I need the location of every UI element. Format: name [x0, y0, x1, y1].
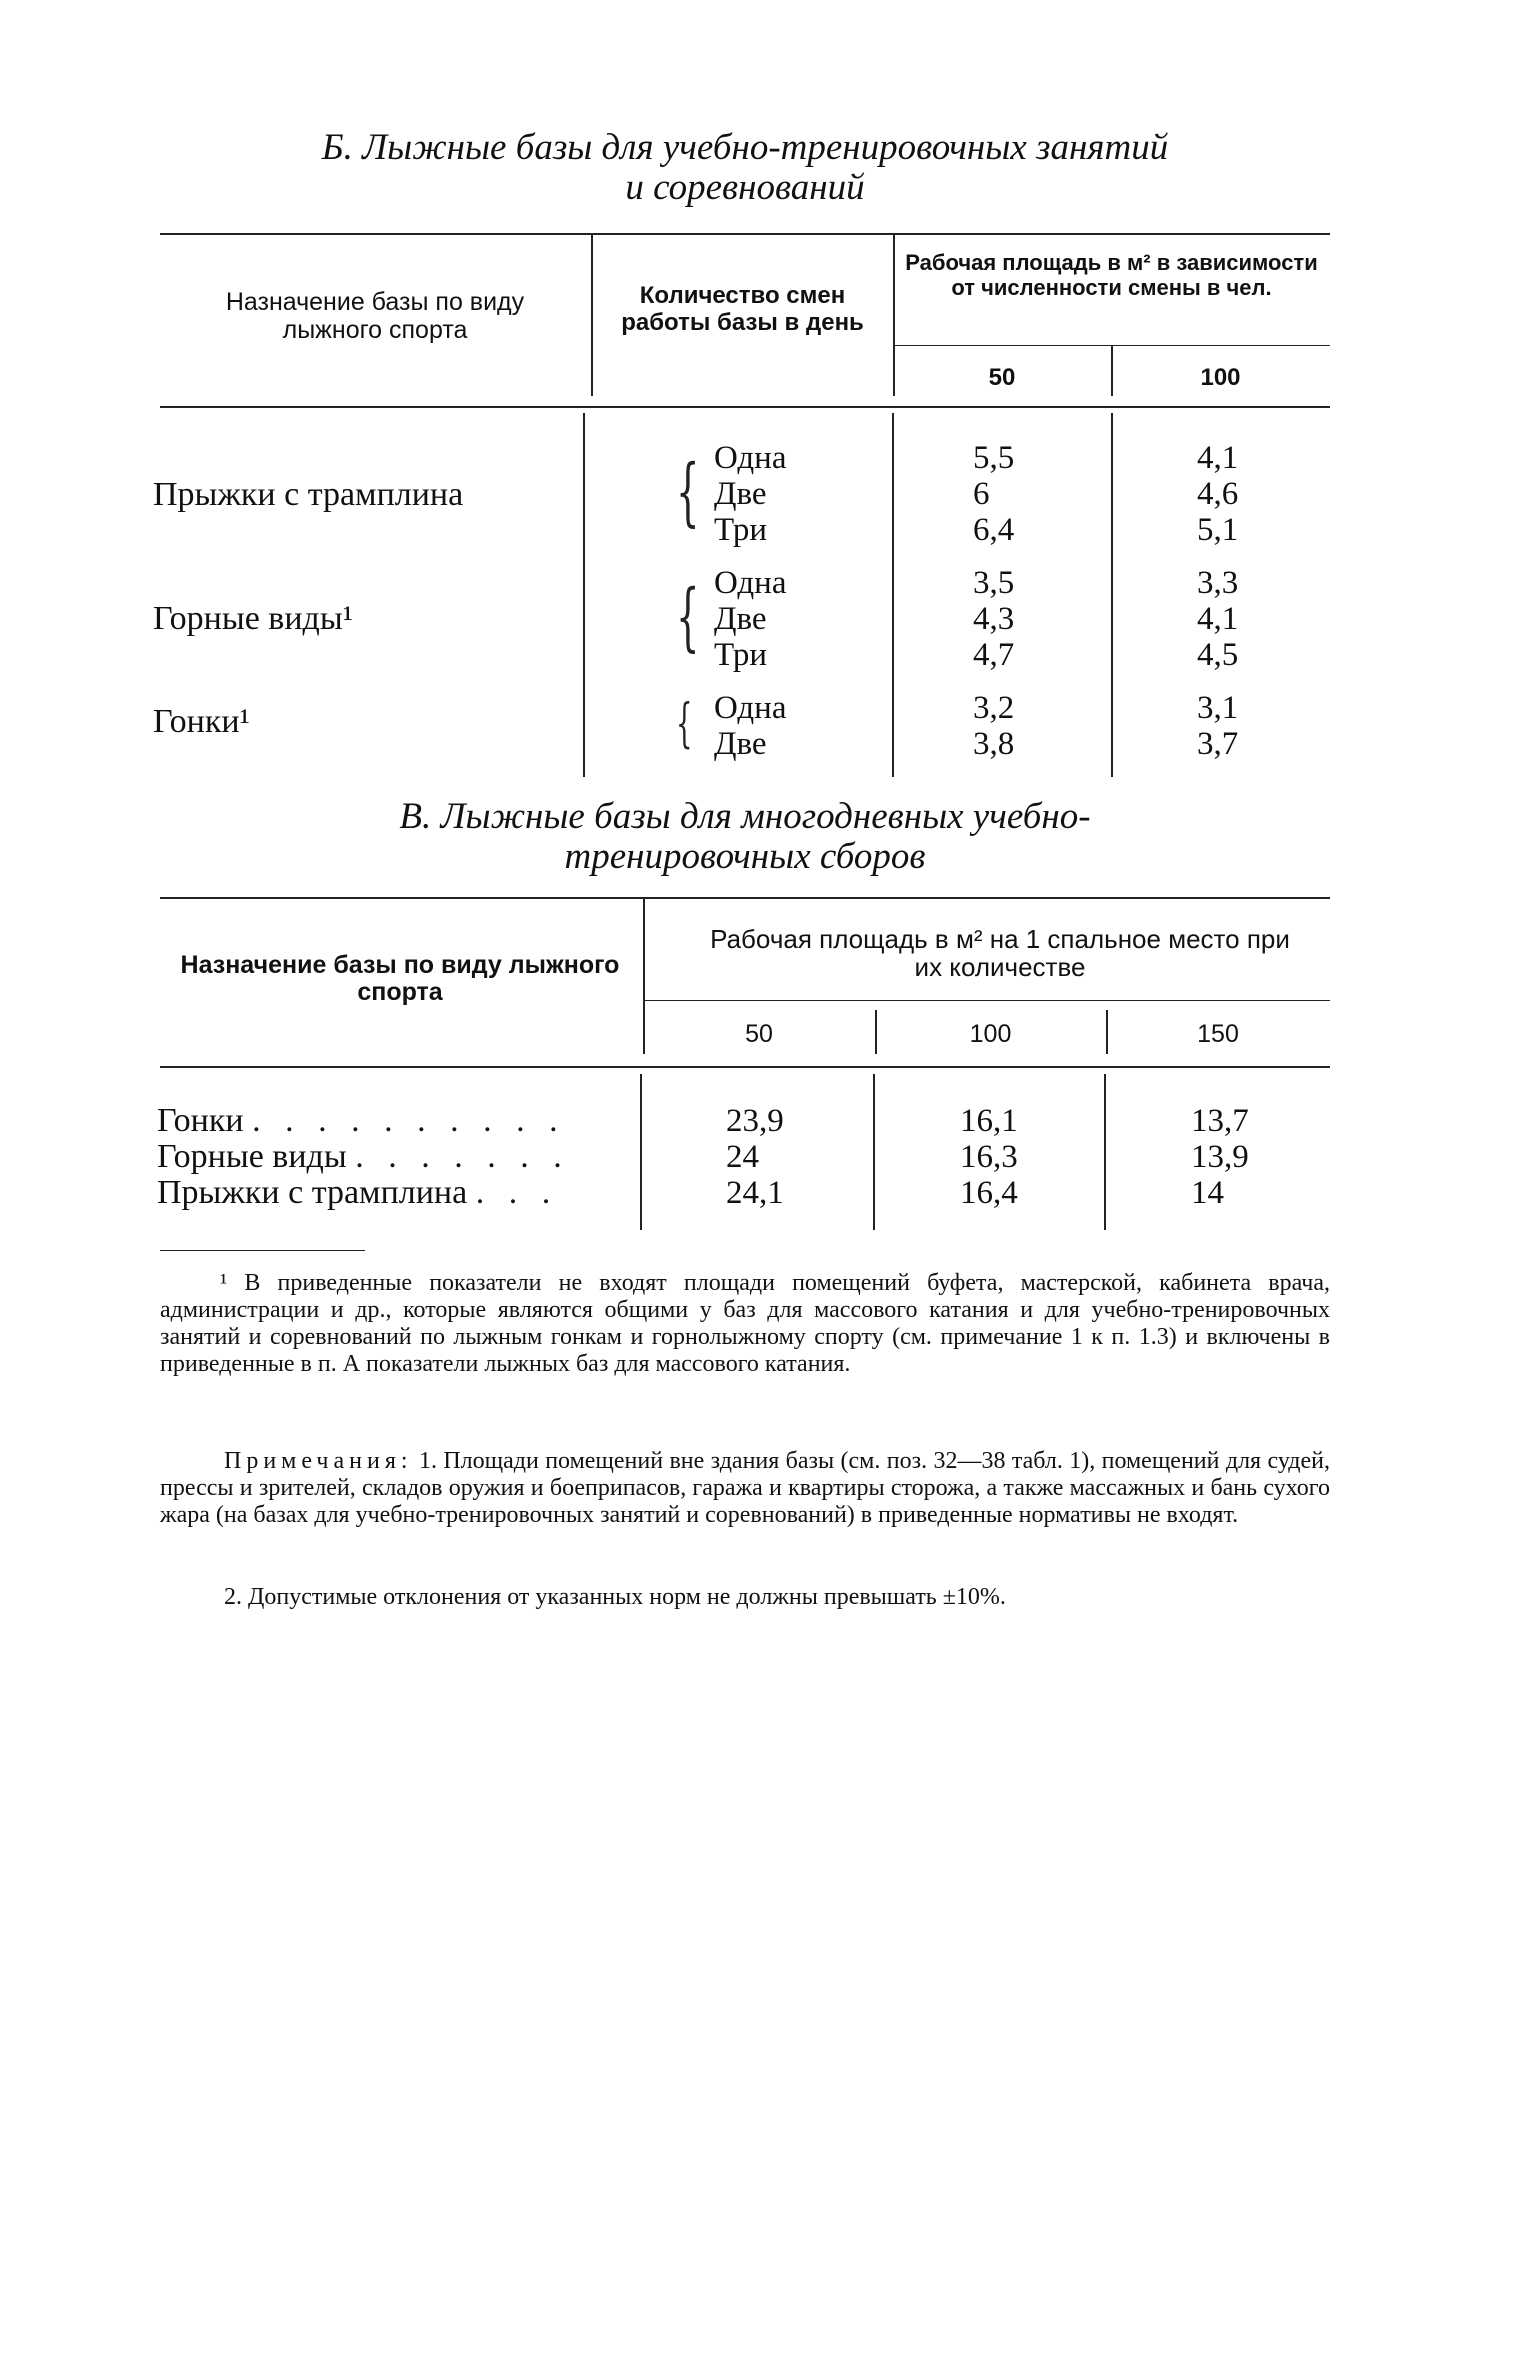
- value-cell: 13,7: [1191, 1103, 1249, 1139]
- value-cell: 3,7: [1197, 726, 1239, 762]
- table-b-col-50: 50: [988, 364, 1016, 391]
- row-label: Горные виды: [157, 1138, 347, 1175]
- section-b-title-line2: и соревнований: [625, 167, 865, 208]
- leader-dots: . . . . . . . . . .: [252, 1102, 566, 1139]
- table-v-body-vrule-3: [1104, 1074, 1106, 1230]
- value-cell: 16,3: [960, 1139, 1018, 1175]
- table-v-body-vrule-2: [873, 1074, 875, 1230]
- brace-icon: {: [676, 574, 700, 660]
- shift-cell: Две: [714, 726, 767, 762]
- value-cell: 3,8: [973, 726, 1015, 762]
- table-b-header-rule: [160, 406, 1330, 408]
- table-v-body-vrule-1: [640, 1074, 642, 1230]
- section-v-title-line2: тренировочных сборов: [564, 836, 926, 877]
- value-cell: 4,3: [973, 601, 1015, 637]
- value-cell: 4,1: [1197, 601, 1239, 637]
- table-b-body-vrule-1: [583, 413, 585, 777]
- shift-cell: Две: [714, 476, 767, 512]
- note-2: 2. Допустимые отклонения от указанных норм не должны превышать ±10%.: [224, 1584, 1006, 1610]
- value-cell: 23,9: [726, 1103, 784, 1139]
- table-v-subheader-rule: [643, 1000, 1330, 1001]
- notes-label: Примечания:: [224, 1448, 413, 1474]
- section-v-title-line1: В. Лыжные базы для многодневных учебно-: [399, 796, 1091, 837]
- shift-cell: Одна: [714, 440, 787, 476]
- row-label: Прыжки с трамплина: [157, 1174, 468, 1211]
- leader-dots: . . .: [475, 1174, 559, 1211]
- value-cell: 24: [726, 1139, 759, 1175]
- table-v-col-50: 50: [745, 1020, 773, 1048]
- row-label: Гонки: [157, 1102, 244, 1139]
- shift-cell: Три: [714, 637, 768, 673]
- shift-cell: Две: [714, 601, 767, 637]
- value-cell: 6: [973, 476, 990, 512]
- value-cell: 5,5: [973, 440, 1015, 476]
- value-cell: 3,3: [1197, 565, 1239, 601]
- value-cell: 3,5: [973, 565, 1015, 601]
- table-b-group-label: Горные виды¹: [153, 600, 353, 637]
- brace-icon: {: [676, 449, 700, 535]
- table-b-group-label: Прыжки с трамплина: [153, 476, 464, 513]
- table-b-vrule-1: [591, 233, 593, 396]
- table-v-header-purpose: Назначение базы по виду лыжного спорта: [180, 951, 620, 1006]
- value-cell: 3,2: [973, 690, 1015, 726]
- footnote-rule: [160, 1250, 365, 1251]
- table-b-header-area: Рабочая площадь в м² в зависимости от численности смены в чел.: [905, 250, 1318, 300]
- table-v-col-100: 100: [969, 1020, 1012, 1048]
- table-row: [157, 1103, 566, 1139]
- value-cell: 16,1: [960, 1103, 1018, 1139]
- table-b-header-shifts: Количество смен работы базы в день: [621, 282, 864, 336]
- table-b-body-vrule-2: [892, 413, 894, 777]
- note-1: [160, 1448, 1330, 1529]
- section-v-title: [160, 797, 1330, 877]
- value-cell: 4,5: [1197, 637, 1239, 673]
- table-b-col-100: 100: [1200, 364, 1241, 391]
- table-row: [157, 1139, 570, 1175]
- value-cell: 5,1: [1197, 512, 1239, 548]
- value-cell: 13,9: [1191, 1139, 1249, 1175]
- footnote: ¹ В приведенные показатели не входят площади помещений буфета, мастерской, кабинета врача, администрации и др., которые являются общими у баз для массового катания и для учебно-тренировочных занятий и соревнований по лыжным гонкам и горнолыжному спорту (см. примечание 1 к п. 1.3) и включены в приведенные в п. А показатели лыжных баз для массового катания.: [160, 1270, 1330, 1377]
- table-row: [157, 1175, 558, 1211]
- note-1-text: 1. Площади помещений вне здания базы (см. поз. 32—38 табл. 1), помещений для судей, прессы и зрителей, складов оружия и боеприпасов, гаража и квартиры сторожа, а также массажных и бань сухого жара (на базах для учебно-тренировочных занятий и соревнований) в приведенные нормативы не входят.: [160, 1448, 1331, 1528]
- section-b-title-line1: Б. Лыжные базы для учебно-тренировочных занятий: [321, 127, 1169, 168]
- shift-cell: Одна: [714, 565, 787, 601]
- value-cell: 6,4: [973, 512, 1015, 548]
- shift-cell: Три: [714, 512, 768, 548]
- leader-dots: . . . . . . .: [355, 1138, 570, 1175]
- section-b-title: [160, 128, 1330, 208]
- table-b-top-rule: [160, 233, 1330, 235]
- value-cell: 4,7: [973, 637, 1015, 673]
- shift-cell: Одна: [714, 690, 787, 726]
- value-cell: 3,1: [1197, 690, 1239, 726]
- value-cell: 14: [1191, 1175, 1224, 1211]
- value-cell: 24,1: [726, 1175, 784, 1211]
- value-cell: 4,6: [1197, 476, 1239, 512]
- value-cell: 4,1: [1197, 440, 1239, 476]
- brace-icon: {: [676, 694, 693, 754]
- table-b-group-label: Гонки¹: [153, 703, 250, 740]
- table-v-col-150: 150: [1197, 1020, 1239, 1048]
- table-b-header-purpose: Назначение базы по виду лыжного спорта: [225, 288, 525, 344]
- table-v-header-area: Рабочая площадь в м² на 1 спальное место при их количестве: [710, 924, 1290, 982]
- table-v-header-rule: [160, 1066, 1330, 1068]
- value-cell: 16,4: [960, 1175, 1018, 1211]
- table-b-body-vrule-3: [1111, 413, 1113, 777]
- table-v-top-rule: [160, 897, 1330, 899]
